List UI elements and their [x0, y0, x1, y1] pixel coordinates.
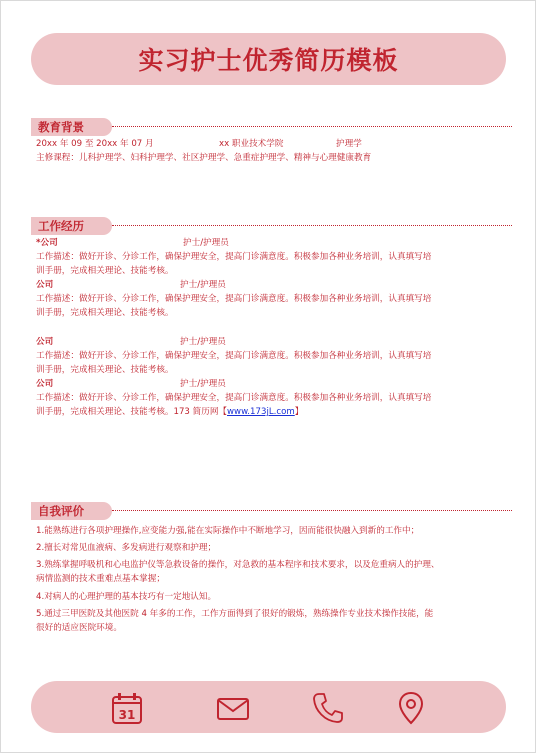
mail-icon [216, 691, 250, 725]
link-bracket: 】 [294, 407, 304, 417]
page-title: 实习护士优秀简历模板 [138, 46, 399, 75]
self-eval-heading: 自我评价 [38, 504, 84, 518]
self-eval-item: 3.熟练掌握呼吸机和心电监护仪等急救设备的操作，对急救的基本程序和技术要求，以及危重病人的护理、 [36, 560, 440, 570]
contact-footer [31, 681, 506, 733]
education-divider [112, 126, 512, 127]
self-eval-divider [112, 510, 512, 511]
work-role: 护士/护理员 [180, 280, 226, 290]
work-description: 工作描述：做好开诊、分诊工作，确保护理安全，提高门诊满意度。积极参加各种业务培训，认真填写培 [36, 393, 432, 403]
work-description-text: 训手册，完成相关理论、技能考核。173 简历网【 [36, 407, 228, 417]
self-eval-item: 2.擅长对常见血液病、多发病进行观察和护理； [36, 543, 217, 553]
self-eval-item: 5.通过三甲医院及其他医院 4 年多的工作，工作方面得到了很好的锻炼，熟练操作专业技术操作技能，能 [36, 609, 434, 619]
self-eval-item: 病情监测的技术重难点基本掌握； [36, 574, 165, 584]
calendar-day: 31 [118, 708, 136, 722]
education-major: 护理学 [336, 139, 362, 149]
work-tab [31, 217, 112, 235]
self-eval-item: 1.能熟练进行各项护理操作,应变能力强,能在实际操作中不断地学习，因而能很快融入到新的工作中； [36, 526, 420, 536]
phone-icon [311, 691, 345, 725]
education-school: xx 职业技术学院 [219, 139, 284, 149]
work-description: 工作描述：做好开诊、分诊工作，确保护理安全，提高门诊满意度。积极参加各种业务培训，认真填写培 [36, 252, 432, 262]
work-description: 训手册，完成相关理论、技能考核。 [36, 365, 174, 375]
location-pin-icon [394, 691, 428, 725]
work-description: 工作描述：做好开诊、分诊工作，确保护理安全，提高门诊满意度。积极参加各种业务培训，认真填写培 [36, 294, 432, 304]
work-heading: 工作经历 [38, 219, 84, 233]
work-company: 公司 [36, 280, 54, 290]
work-description: 训手册，完成相关理论、技能考核。 [36, 308, 174, 318]
work-description: 工作描述：做好开诊、分诊工作，确保护理安全，提高门诊满意度。积极参加各种业务培训，认真填写培 [36, 351, 432, 361]
work-role: 护士/护理员 [180, 379, 226, 389]
work-description-last [36, 405, 303, 419]
work-role: 护士/护理员 [180, 337, 226, 347]
education-courses: 主修课程：儿科护理学、妇科护理学、社区护理学、急重症护理学、精神与心理健康教育 [36, 153, 372, 163]
work-description: 训手册，完成相关理论、技能考核。 [36, 266, 174, 276]
self-eval-tab [31, 502, 112, 520]
work-role: 护士/护理员 [183, 238, 229, 248]
education-heading: 教育背景 [38, 120, 84, 134]
work-divider [112, 225, 512, 226]
self-eval-item: 4.对病人的心理护理的基本技巧有一定地认知。 [36, 592, 217, 602]
self-eval-item: 很好的适应医院环境。 [36, 623, 122, 633]
education-tab [31, 118, 112, 136]
calendar-icon [110, 691, 144, 725]
work-company: 公司 [36, 337, 54, 347]
work-company: *公司 [36, 238, 58, 248]
work-company: 公司 [36, 379, 54, 389]
website-link[interactable]: www.173jL.com [227, 407, 295, 417]
title-banner [31, 33, 506, 85]
education-period: 20xx 年 09 至 20xx 年 07 月 [36, 139, 154, 149]
